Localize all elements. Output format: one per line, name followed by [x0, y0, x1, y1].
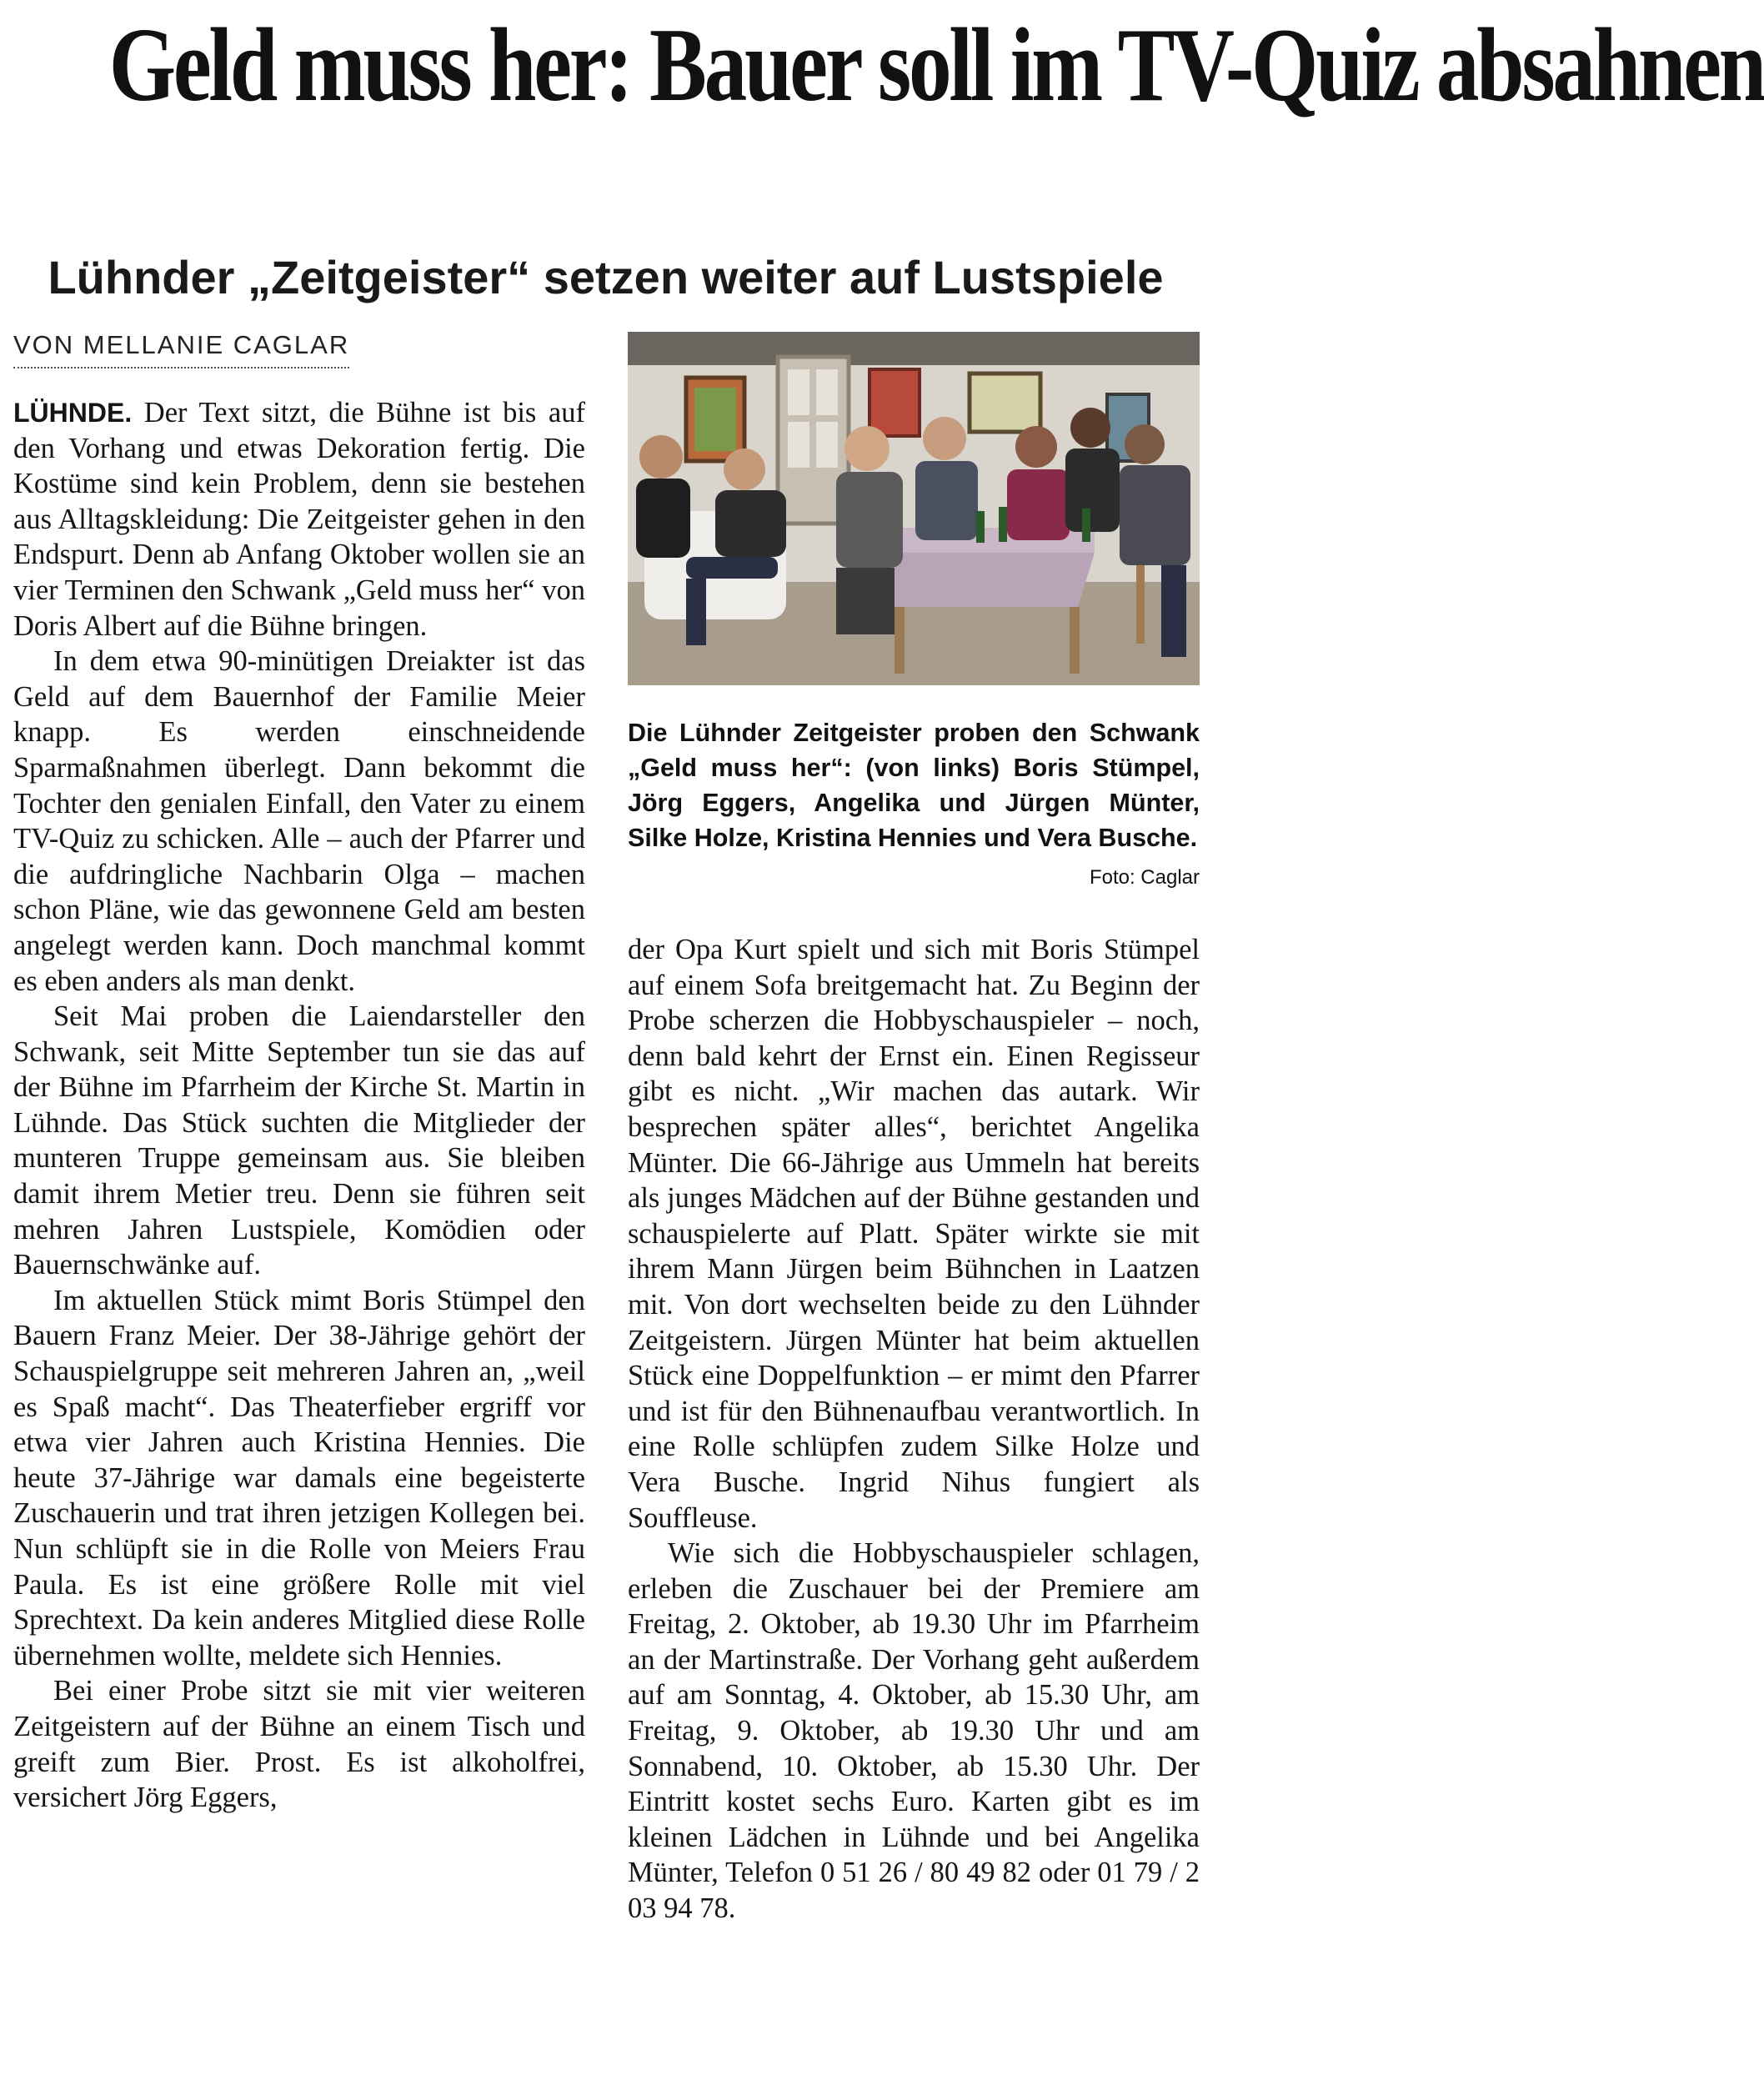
paragraph-1 [13, 395, 585, 644]
photo-caption [628, 715, 1200, 895]
article-column-1 [13, 395, 585, 2071]
byline: VON MELLANIE CAGLAR [13, 330, 349, 368]
paragraph-3: Seit Mai proben die Laiendarsteller den Schwank, seit Mitte September tun sie das auf der Bühne im Pfarrheim der Kirche St. Martin in Lühnde. Das Stück suchten die Mitglieder der munteren Truppe gemeinsam aus. Sie bleiben damit ihrem Metier treu. Denn sie führen seit mehren Jahren Lustspiele, Komödien oder Bauernschwänke auf. [13, 1000, 585, 1281]
paragraph-2: In dem etwa 90-minütigen Dreiakter ist das Geld auf dem Bauernhof der Familie Meier knapp. Es werden einschneidende Sparmaßnahmen überlegt. Dann bekommt die Tochter den genialen Einfall, den Vater zu einem TV-Quiz zu schicken. Alle – auch der Pfarrer und die aufdringliche Nachbarin Olga – machen schon Pläne, wie das gewonnene Geld am besten angelegt werden kann. Doch manchmal kommt es eben anders als man denkt. [13, 645, 585, 997]
article-photo [628, 332, 1200, 685]
rehearsal-photo-illustration [628, 332, 1200, 685]
paragraph-1-text: Der Text sitzt, die Bühne ist bis auf den Vorhang und etwas Dekoration fertig. Die Kostüme sind kein Problem, denn sie bestehen aus Alltagskleidung: Die Zeitgeister gehen in den Endspurt. Denn ab Anfang Oktober wollen sie an vier Terminen den Schwank „Geld muss her“ von Doris Albert auf die Bühne bringen. [13, 397, 585, 642]
headline: Geld muss her: Bauer soll im TV-Quiz absahnen [108, 8, 1764, 123]
photo-credit: Foto: Caglar [1089, 866, 1200, 889]
dateline: LÜHNDE. [13, 398, 133, 428]
subheadline: Lühnder „Zeitgeister“ setzen weiter auf Lustspiele [48, 251, 1164, 303]
paragraph-5-continued: der Opa Kurt spielt und sich mit Boris Stümpel auf einem Sofa breitgemacht hat. Zu Beginn der Probe scherzen die Hobbyschauspieler – noch, denn bald kehrt der Ernst ein. Einen Regisseur gibt es nicht. „Wir machen das autark. Wir besprechen später alles“, berichtet Angelika Münter. Die 66-Jährige aus Ummeln hat bereits als junges Mädchen auf der Bühne gestanden und schauspielerte auf Platt. Später wirkte sie mit ihrem Mann Jürgen beim Bühnchen in Laatzen mit. Von dort wechselten beide zu den Lühnder Zeitgeistern. Jürgen Münter hat beim aktuellen Stück eine Doppelfunktion – er mimt den Pfarrer und ist für den Bühnenaufbau verantwortlich. In eine Rolle schlüpfen zudem Silke Holze und Vera Busche. Ingrid Nihus fungiert als Souffleuse. [628, 934, 1200, 1534]
article-column-2 [628, 932, 1200, 2071]
paragraph-6: Wie sich die Hobbyschauspieler schlagen, erleben die Zuschauer bei der Premiere am Freitag, 2. Oktober, ab 19.30 Uhr im Pfarrheim an der Martinstraße. Der Vorhang geht außerdem auf am Sonntag, 4. Oktober, ab 15.30 Uhr, am Freitag, 9. Oktober, ab 19.30 Uhr und am Sonnabend, 10. Oktober, ab 15.30 Uhr. Der Eintritt kostet sechs Euro. Karten gibt es im kleinen Lädchen in Lühnde und bei Angelika Münter, Telefon 0 51 26 / 80 49 82 oder 01 79 / 2 03 94 78. [628, 1537, 1200, 1925]
paragraph-4: Im aktuellen Stück mimt Boris Stümpel den Bauern Franz Meier. Der 38-Jährige gehört der Schauspielgruppe seit mehreren Jahren an, „weil es Spaß macht“. Das Theaterfieber ergriff vor etwa vier Jahren auch Kristina Hennies. Die heute 37-Jährige war damals eine begeisterte Zuschauerin und trat ihren jetzigen Kollegen bei. Nun schlüpft sie in die Rolle von Meiers Frau Paula. Es ist eine größere Rolle mit viel Sprechtext. Da kein anderes Mitglied diese Rolle übernehmen wollte, meldete sich Hennies. [13, 1284, 585, 1672]
photo-caption-text: Die Lühnder Zeitgeister proben den Schwank „Geld muss her“: (von links) Boris Stümpel, Jörg Eggers, Angelika und Jürgen Münter, Silke Holze, Kristina Hennies und Vera Busche. [628, 719, 1200, 852]
paragraph-5-start: Bei einer Probe sitzt sie mit vier weiteren Zeitgeistern auf der Bühne an einem Tisch und greift zum Bier. Prost. Es ist alkoholfrei, versichert Jörg Eggers, [13, 1675, 585, 1814]
